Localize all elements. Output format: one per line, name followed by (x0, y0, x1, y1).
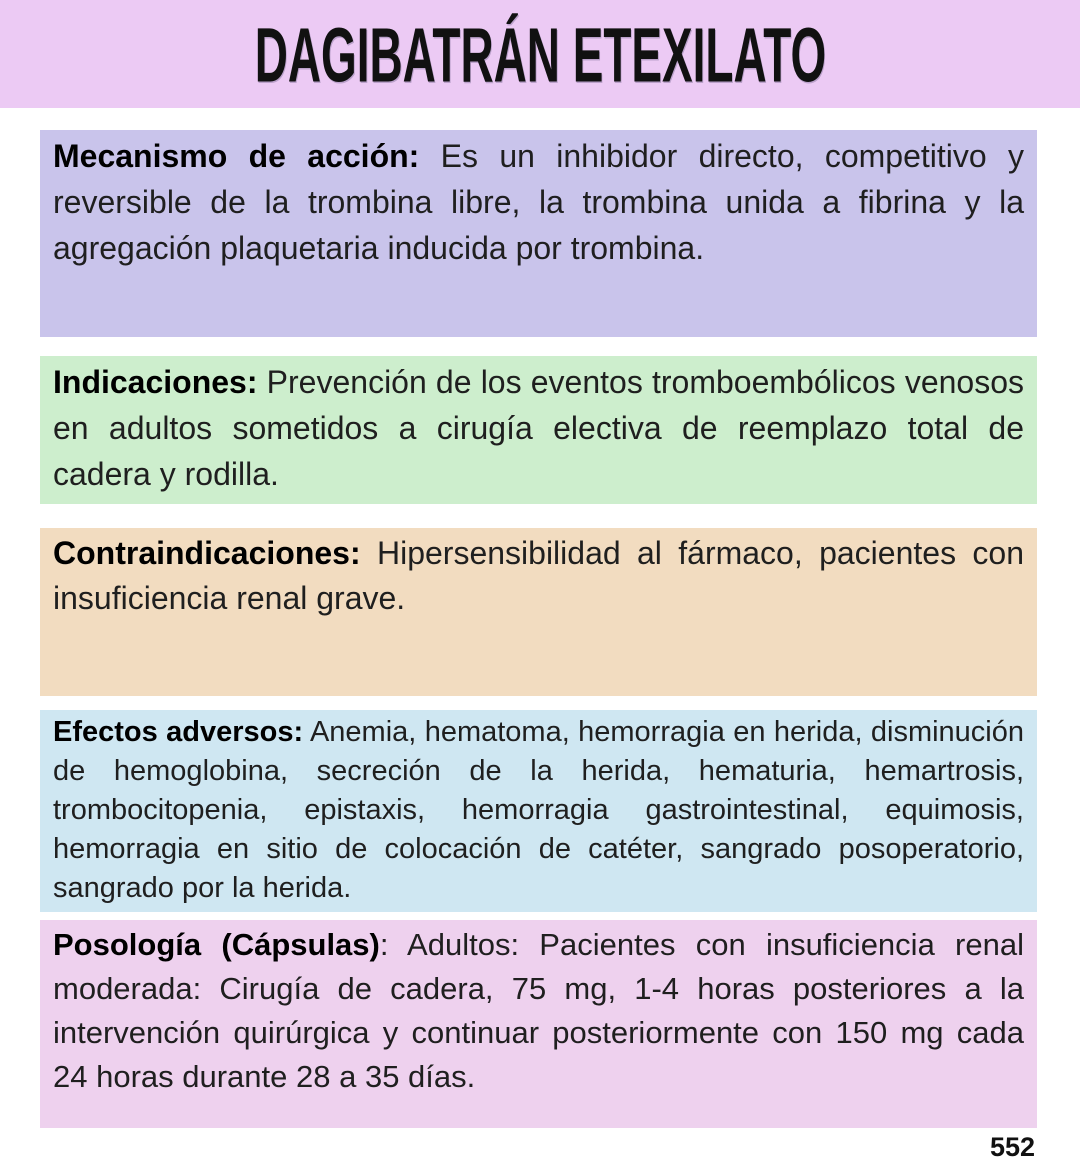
section-heading: Mecanismo de acción: (53, 138, 420, 174)
section-indicaciones (40, 356, 1037, 504)
section-body: Prevención de los eventos tromboembólicos venosos en adultos sometidos a cirugía electiva de reemplazo total de cadera y rodilla. (53, 364, 1025, 492)
section-paragraph (53, 133, 1024, 271)
section-heading: Contraindicaciones: (53, 535, 361, 571)
page-footer (40, 1128, 1037, 1163)
section-heading-colon: : (379, 927, 389, 962)
section-paragraph (53, 713, 1024, 908)
section-paragraph (53, 359, 1024, 497)
section-body: Anemia, hematoma, hemorragia en herida, disminución de hemoglobina, secreción de la herida, hematuria, hemartrosis, trombocitopenia, epistaxis, hemorragia gastrointestinal, equimosis, hemorragia en sitio de colocación de catéter, sangrado posoperatorio, sangrado por la herida. (53, 716, 1025, 904)
page-title: DAGIBATRÁN ETEXILATO (254, 10, 826, 98)
section-contraindicaciones (40, 528, 1037, 696)
section-body: Adultos: Pacientes con insuficiencia renal moderada: Cirugía de cadera, 75 mg, 1-4 horas posteriores a la intervención quirúrgica y continuar posteriormente con 150 mg cada 24 horas durante 28 a 35 días. (53, 927, 1024, 1094)
section-mecanismo-de-accion (40, 130, 1037, 337)
content (40, 130, 1037, 1163)
section-heading: Posología (Cápsulas) (53, 927, 380, 962)
section-paragraph (53, 923, 1024, 1099)
page-number: 552 (989, 1132, 1035, 1162)
page-header (0, 0, 1080, 108)
section-body: Es un inhibidor directo, competitivo y reversible de la trombina libre, la trombina unida a fibrina y la agregación plaquetaria inducida por trombina. (53, 138, 1025, 266)
section-body: Hipersensibilidad al fármaco, pacientes con insuficiencia renal grave. (53, 535, 1025, 616)
section-heading: Indicaciones: (53, 364, 258, 400)
section-posologia-capsulas (40, 920, 1037, 1128)
section-paragraph (53, 531, 1024, 621)
section-efectos-adversos (40, 710, 1037, 912)
section-heading: Efectos adversos: (53, 716, 304, 748)
